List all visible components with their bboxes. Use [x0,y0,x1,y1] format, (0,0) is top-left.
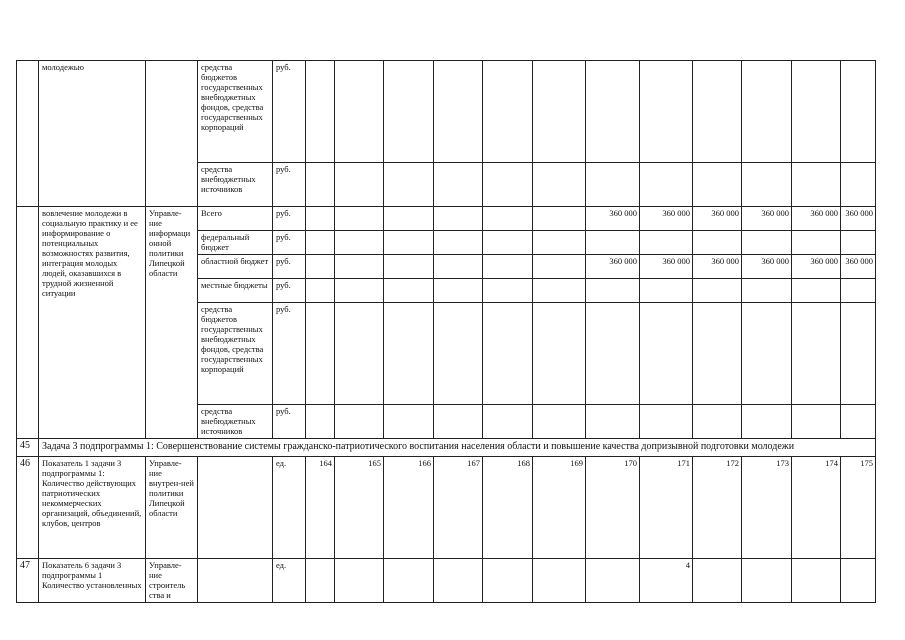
unit-cell: руб. [273,61,306,163]
unit-cell: ед. [273,559,306,603]
value-cell: 170 [586,457,640,559]
funding-source-cell: средства внебюджетных источников [198,163,273,207]
value-cell: 175 [841,457,876,559]
value-cell: 172 [693,457,742,559]
value-cell [533,255,586,279]
event-name-cell: молодежью [39,61,146,207]
value-cell [693,559,742,603]
value-cell [792,559,841,603]
value-cell [742,559,792,603]
executor-cell [146,61,198,207]
value-cell [483,559,533,603]
value-cell: 171 [640,457,693,559]
value-cell: 169 [533,457,586,559]
value-cell: 174 [792,457,841,559]
funding-source-cell: средства бюджетов государственных внебюджетных фондов, средства государственных корпораций [198,303,273,405]
value-cell [483,207,533,231]
value-cell [335,255,384,279]
value-cell: 360 000 [586,207,640,231]
executor-cell: Управле-ние информационной политики Липецкой области [146,207,198,439]
executor-cell: Управле-ние внутрен-ней политики Липецкой области [146,457,198,559]
indicator-name-cell: Показатель 6 задачи 3 подпрограммы 1 Количество установленных [39,559,146,603]
value-cell: 360 000 [792,207,841,231]
unit-cell: руб. [273,231,306,255]
value-cell [483,255,533,279]
value-cell [586,559,640,603]
value-cell [841,559,876,603]
row-index: 47 [17,559,39,603]
row-index: 45 [17,439,39,457]
table-row [17,457,876,559]
value-cell [306,559,335,603]
funding-source-cell: Всего [198,207,273,231]
value-cell [384,255,434,279]
table-row [17,439,876,457]
unit-cell: руб. [273,279,306,303]
table-row [17,61,876,163]
value-cell: 173 [742,457,792,559]
value-cell: 165 [335,457,384,559]
executor-cell: Управле-ние строитель ства и [146,559,198,603]
row-index: 46 [17,457,39,559]
value-cell: 360 000 [640,207,693,231]
value-cell: 166 [384,457,434,559]
funding-source-cell [198,559,273,603]
value-cell [384,559,434,603]
value-cell [434,559,483,603]
task-heading: Задача 3 подпрограммы 1: Совершенствование системы гражданско-патриотического воспитания населения области и повышение качества допризывной подготовки молодежи [39,439,876,457]
value-cell [335,207,384,231]
unit-cell: руб. [273,207,306,231]
indicator-name-cell: Показатель 1 задачи 3 подпрограммы 1: Количество действующих патриотических некоммерческих организаций, объединений, клубов, центров [39,457,146,559]
table-row [17,559,876,603]
funding-source-cell: федеральный бюджет [198,231,273,255]
funding-source-cell: областной бюджет [198,255,273,279]
index-cell [17,61,39,207]
value-cell: 4 [640,559,693,603]
value-cell [434,255,483,279]
value-cell [335,559,384,603]
value-cell: 164 [306,457,335,559]
value-cell [533,559,586,603]
index-cell [17,207,39,439]
funding-source-cell: средства бюджетов государственных внебюджетных фондов, средства государственных корпораций [198,61,273,163]
budget-table [16,60,876,603]
funding-source-cell: местные бюджеты [198,279,273,303]
unit-cell: ед. [273,457,306,559]
event-name-cell: вовлечение молодежи в социальную практику и ее информирование о потенциальных возможностях развития, интеграция молодых людей, оказавшихся в трудной жизненной ситуации [39,207,146,439]
value-cell [533,207,586,231]
value-cell: 167 [434,457,483,559]
table-row [17,207,876,231]
value-cell: 360 000 [841,207,876,231]
funding-source-cell [198,457,273,559]
unit-cell: руб. [273,303,306,405]
value-cell: 360 000 [586,255,640,279]
value-cell: 360 000 [640,255,693,279]
value-cell: 360 000 [742,207,792,231]
unit-cell: руб. [273,255,306,279]
value-cell: 168 [483,457,533,559]
value-cell [384,207,434,231]
value-cell: 360 000 [693,255,742,279]
funding-source-cell: средства внебюджетных источников [198,405,273,439]
value-cell: 360 000 [841,255,876,279]
unit-cell: руб. [273,405,306,439]
value-cell: 360 000 [742,255,792,279]
value-cell: 360 000 [693,207,742,231]
value-cell [434,207,483,231]
value-cell [306,207,335,231]
unit-cell: руб. [273,163,306,207]
value-cell [306,255,335,279]
value-cell: 360 000 [792,255,841,279]
